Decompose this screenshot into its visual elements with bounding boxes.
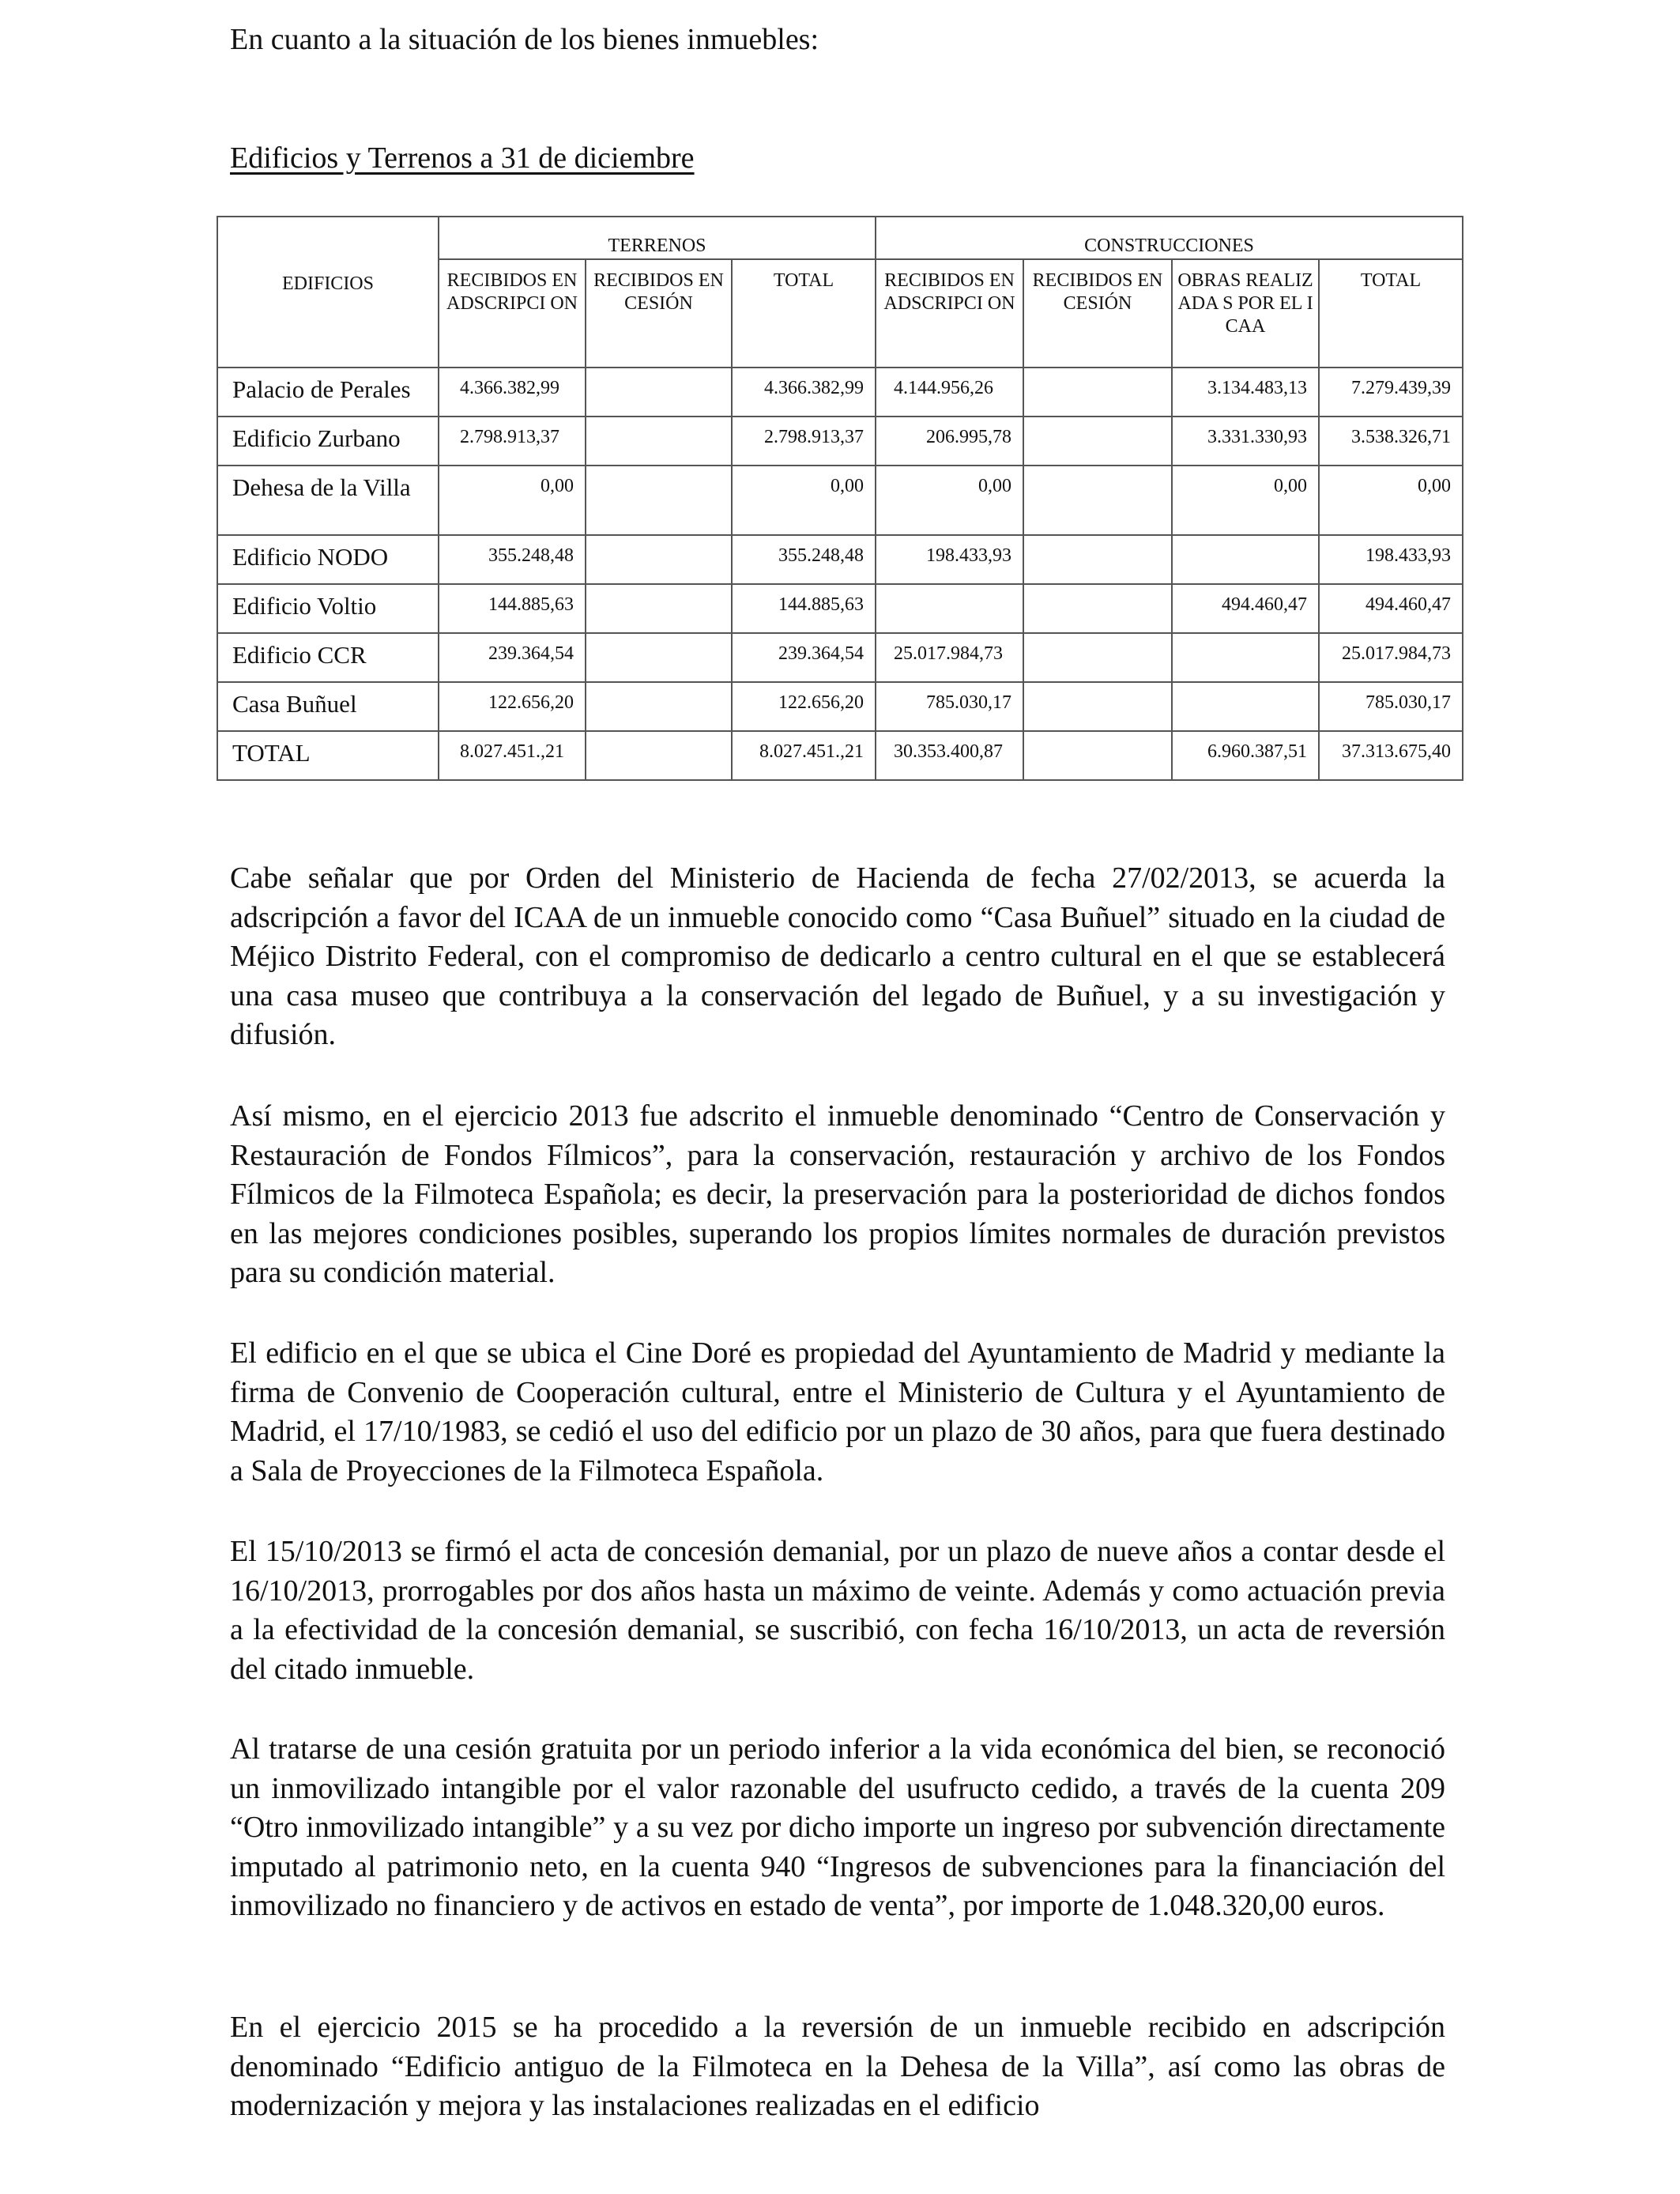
cell-construcciones-adscripcion: [876, 584, 1023, 633]
building-name: Casa Buñuel: [217, 682, 439, 731]
cell-construcciones-obras: 3.331.330,93: [1172, 417, 1319, 466]
cell-construcciones-obras: [1172, 682, 1319, 731]
cell-terrenos-cesion: [586, 535, 732, 584]
cell-terrenos-total: 239.364,54: [732, 633, 876, 682]
header-terrenos-adscripcion: RECIBIDOS EN ADSCRIPCI ON: [439, 259, 586, 368]
building-name: Edificio Zurbano: [217, 417, 439, 466]
paragraph-casa-bunuel: Cabe señalar que por Orden del Ministerio de Hacienda de fecha 27/02/2013, se acuerda la adscripción a favor del ICAA de un inmueble conocido como “Casa Buñuel” situado en la ciudad de Méjico Distrito Federal, con el compromiso de dedicarlo a centro cultural en el que se establecerá una casa museo que contribuya a la conservación del legado de Buñuel, y a su investigación y difusión.: [230, 861, 1445, 1051]
cell-construcciones-adscripcion: 30.353.400,87: [876, 731, 1023, 780]
building-name: Edificio NODO: [217, 535, 439, 584]
header-terrenos: TERRENOS: [439, 217, 876, 259]
cell-terrenos-total: 8.027.451.,21: [732, 731, 876, 780]
cell-construcciones-total: 494.460,47: [1319, 584, 1463, 633]
table-row: [217, 466, 1463, 535]
building-name: Edificio Voltio: [217, 584, 439, 633]
building-name: TOTAL: [217, 731, 439, 780]
paragraph-reversion-2015: En el ejercicio 2015 se ha procedido a la reversión de un inmueble recibido en adscripción denominado “Edificio antiguo de la Filmoteca en la Dehesa de la Villa”, así como las obras de modernización y mejora y las instalaciones realizadas en el edificio: [230, 2011, 1445, 2122]
cell-construcciones-total: 3.538.326,71: [1319, 417, 1463, 466]
cell-terrenos-cesion: [586, 417, 732, 466]
cell-terrenos-total: 4.366.382,99: [732, 368, 876, 417]
paragraph-concesion-demanial: El 15/10/2013 se firmó el acta de concesión demanial, por un plazo de nueve años a contar desde el 16/10/2013, prorrogables por dos años hasta un máximo de veinte. Además y como actuación previa a la efectividad de la concesión demanial, se suscribió, con fecha 16/10/2013, un acta de reversión del citado inmueble.: [230, 1535, 1445, 1686]
table-row: [217, 584, 1463, 633]
cell-terrenos-adscripcion: 0,00: [439, 466, 586, 535]
cell-terrenos-total: 355.248,48: [732, 535, 876, 584]
header-edificios: EDIFICIOS: [217, 217, 439, 368]
cell-terrenos-cesion: [586, 466, 732, 535]
section-title: Edificios y Terrenos a 31 de diciembre: [230, 141, 695, 175]
assets-table: [217, 216, 1463, 781]
cell-construcciones-adscripcion: 0,00: [876, 466, 1023, 535]
cell-construcciones-obras: 3.134.483,13: [1172, 368, 1319, 417]
paragraph-cine-dore: El edificio en el que se ubica el Cine Doré es propiedad del Ayuntamiento de Madrid y mediante la firma de Convenio de Cooperación cultural, entre el Ministerio de Cultura y el Ayuntamiento de Madrid, el 17/10/1983, se cedió el uso del edificio por un plazo de 30 años, para que fuera destinado a Sala de Proyecciones de la Filmoteca Española.: [230, 1336, 1445, 1487]
cell-construcciones-obras: [1172, 633, 1319, 682]
cell-terrenos-cesion: [586, 731, 732, 780]
table-row: [217, 417, 1463, 466]
table-row: [217, 535, 1463, 584]
building-name: Edificio CCR: [217, 633, 439, 682]
cell-construcciones-total: 198.433,93: [1319, 535, 1463, 584]
cell-construcciones-total: 7.279.439,39: [1319, 368, 1463, 417]
cell-construcciones-obras: 6.960.387,51: [1172, 731, 1319, 780]
cell-construcciones-obras: [1172, 535, 1319, 584]
table-row: [217, 633, 1463, 682]
cell-construcciones-cesion: [1023, 417, 1172, 466]
cell-terrenos-adscripcion: 122.656,20: [439, 682, 586, 731]
table-row: [217, 368, 1463, 417]
cell-terrenos-adscripcion: 144.885,63: [439, 584, 586, 633]
building-name: Dehesa de la Villa: [217, 466, 439, 535]
cell-terrenos-total: 2.798.913,37: [732, 417, 876, 466]
header-construcciones-total: TOTAL: [1319, 259, 1463, 368]
cell-construcciones-obras: 0,00: [1172, 466, 1319, 535]
cell-construcciones-total: 785.030,17: [1319, 682, 1463, 731]
cell-construcciones-total: 25.017.984,73: [1319, 633, 1463, 682]
intro-text: En cuanto a la situación de los bienes inmuebles:: [230, 23, 819, 56]
header-group-row: [217, 217, 1463, 259]
cell-terrenos-adscripcion: 2.798.913,37: [439, 417, 586, 466]
header-construcciones-cesion: RECIBIDOS EN CESIÓN: [1023, 259, 1172, 368]
header-terrenos-total: TOTAL: [732, 259, 876, 368]
cell-construcciones-obras: 494.460,47: [1172, 584, 1319, 633]
cell-construcciones-total: 37.313.675,40: [1319, 731, 1463, 780]
cell-construcciones-adscripcion: 785.030,17: [876, 682, 1023, 731]
cell-construcciones-adscripcion: 25.017.984,73: [876, 633, 1023, 682]
cell-terrenos-total: 122.656,20: [732, 682, 876, 731]
paragraph-centro-conservacion: Así mismo, en el ejercicio 2013 fue adscrito el inmueble denominado “Centro de Conservación y Restauración de Fondos Fílmicos”, para la conservación, restauración y archivo de los Fondos Fílmicos de la Filmoteca Española; es decir, la preservación para la posterioridad de dichos fondos en las mejores condiciones posibles, superando los propios límites normales de duración previstos para su condición material.: [230, 1099, 1445, 1289]
paragraph-cesion-gratuita: Al tratarse de una cesión gratuita por un periodo inferior a la vida económica del bien, se reconoció un inmovilizado intangible por el valor razonable del usufructo cedido, a través de la cuenta 209 “Otro inmovilizado intangible” y a su vez por dicho importe un ingreso por subvención directamente imputado al patrimonio neto, en la cuenta 940 “Ingresos de subvenciones para la financiación del inmovilizado no financiero y de activos en estado de venta”, por importe de 1.048.320,00 euros.: [230, 1732, 1445, 1922]
table-row: [217, 682, 1463, 731]
cell-terrenos-adscripcion: 355.248,48: [439, 535, 586, 584]
cell-construcciones-adscripcion: 206.995,78: [876, 417, 1023, 466]
header-construcciones-obras: OBRAS REALIZADA S POR EL ICAA: [1172, 259, 1319, 368]
cell-construcciones-cesion: [1023, 535, 1172, 584]
cell-construcciones-cesion: [1023, 368, 1172, 417]
cell-terrenos-adscripcion: 4.366.382,99: [439, 368, 586, 417]
cell-construcciones-cesion: [1023, 731, 1172, 780]
cell-construcciones-cesion: [1023, 584, 1172, 633]
building-name: Palacio de Perales: [217, 368, 439, 417]
cell-terrenos-cesion: [586, 584, 732, 633]
cell-construcciones-cesion: [1023, 633, 1172, 682]
cell-terrenos-total: 144.885,63: [732, 584, 876, 633]
cell-construcciones-cesion: [1023, 466, 1172, 535]
cell-construcciones-cesion: [1023, 682, 1172, 731]
cell-terrenos-total: 0,00: [732, 466, 876, 535]
header-terrenos-cesion: RECIBIDOS EN CESIÓN: [586, 259, 732, 368]
cell-construcciones-total: 0,00: [1319, 466, 1463, 535]
cell-terrenos-cesion: [586, 682, 732, 731]
cell-construcciones-adscripcion: 4.144.956,26: [876, 368, 1023, 417]
cell-terrenos-adscripcion: 239.364,54: [439, 633, 586, 682]
cell-terrenos-cesion: [586, 633, 732, 682]
header-construcciones-adscripcion: RECIBIDOS EN ADSCRIPCI ON: [876, 259, 1023, 368]
cell-construcciones-adscripcion: 198.433,93: [876, 535, 1023, 584]
table-total-row: [217, 731, 1463, 780]
cell-terrenos-cesion: [586, 368, 732, 417]
cell-terrenos-adscripcion: 8.027.451.,21: [439, 731, 586, 780]
header-construcciones: CONSTRUCCIONES: [876, 217, 1463, 259]
